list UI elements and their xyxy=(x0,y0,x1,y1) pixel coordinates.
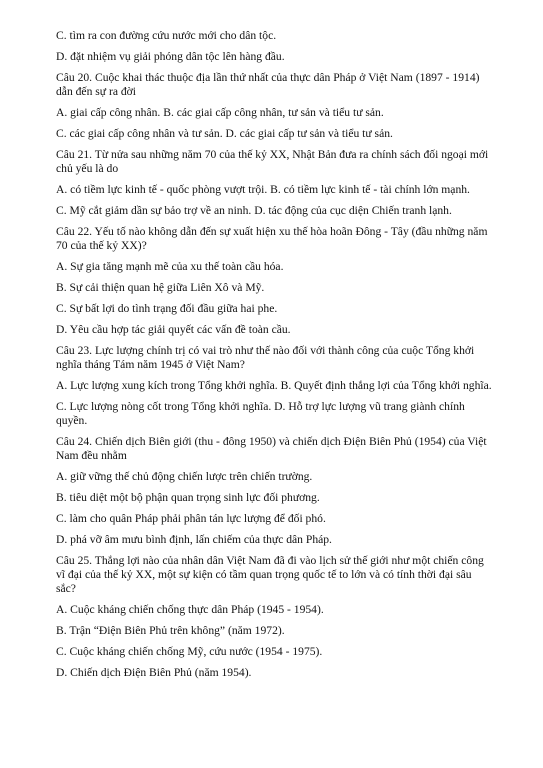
option-line: C. Cuộc kháng chiến chống Mỹ, cứu nước (1954 - 1975). xyxy=(56,645,323,658)
document-page xyxy=(56,29,492,687)
option-line: A. Sự gia tăng mạnh mẽ của xu thế toàn cầu hóa. xyxy=(56,260,284,273)
question-23: Câu 23. Lực lượng chính trị có vai trò như thế nào đối với thành công của cuộc Tổng khởi nghĩa tháng Tám năm 1945 ở Việt Nam? xyxy=(56,344,475,371)
option-line: A. Cuộc kháng chiến chống thực dân Pháp (1945 - 1954). xyxy=(56,603,324,616)
option-line: C. Mỹ cắt giảm dần sự bảo trợ về an ninh. D. tác động của cục diện Chiến tranh lạnh. xyxy=(56,204,452,217)
option-line: C. làm cho quân Pháp phải phân tán lực lượng để đối phó. xyxy=(56,512,326,525)
option-line: B. Sự cải thiện quan hệ giữa Liên Xô và Mỹ. xyxy=(56,281,265,294)
option-line: A. có tiềm lực kinh tế - quốc phòng vượt trội. B. có tiềm lực kinh tế - tài chính lớn mạnh. xyxy=(56,183,470,196)
option-line: C. Lực lượng nòng cốt trong Tổng khởi nghĩa. D. Hỗ trợ lực lượng vũ trang giành chính quyền. xyxy=(56,400,465,427)
option-line: D. phá vỡ âm mưu bình định, lấn chiếm của thực dân Pháp. xyxy=(56,533,332,546)
option-line: A. giữ vững thế chủ động chiến lược trên chiến trường. xyxy=(56,470,313,483)
question-24: Câu 24. Chiến dịch Biên giới (thu - đông 1950) và chiến dịch Điện Biên Phủ (1954) của Việt Nam đều nhằm xyxy=(56,435,487,462)
option-line: D. đặt nhiệm vụ giải phóng dân tộc lên hàng đầu. xyxy=(56,50,285,63)
option-line: C. các giai cấp công nhân và tư sản. D. các giai cấp tư sản và tiểu tư sản. xyxy=(56,127,393,140)
option-line: B. Trận “Điện Biên Phủ trên không” (năm 1972). xyxy=(56,624,285,637)
option-line: C. Sự bất lợi do tình trạng đối đầu giữa hai phe. xyxy=(56,302,278,315)
option-line: A. Lực lượng xung kích trong Tổng khởi nghĩa. B. Quyết định thắng lợi của Tổng khởi nghĩa. xyxy=(56,379,492,392)
question-25: Câu 25. Thắng lợi nào của nhân dân Việt Nam đã đi vào lịch sử thế giới như một chiến công vĩ đại của thế kỷ XX, một sự kiện có tầm quan trọng quốc tế to lớn và có tính thời đại sâu sắc? xyxy=(56,554,484,595)
question-20: Câu 20. Cuộc khai thác thuộc địa lần thứ nhất của thực dân Pháp ở Việt Nam (1897 - 1914) dẫn đến sự ra đời xyxy=(56,71,480,98)
option-line: C. tìm ra con đường cứu nước mới cho dân tộc. xyxy=(56,29,277,42)
question-21: Câu 21. Từ nửa sau những năm 70 của thế kỷ XX, Nhật Bản đưa ra chính sách đối ngoại mới chủ yếu là do xyxy=(56,148,489,175)
option-line: D. Chiến dịch Điện Biên Phủ (năm 1954). xyxy=(56,666,252,679)
option-line: D. Yêu cầu hợp tác giải quyết các vấn đề toàn cầu. xyxy=(56,323,291,336)
question-22: Câu 22. Yếu tố nào không dẫn đến sự xuất hiện xu thế hòa hoãn Đông - Tây (đầu những năm 70 của thế kỷ XX)? xyxy=(56,225,488,252)
option-line: B. tiêu diệt một bộ phận quan trọng sinh lực đối phương. xyxy=(56,491,320,504)
option-line: A. giai cấp công nhân. B. các giai cấp công nhân, tư sản và tiểu tư sản. xyxy=(56,106,384,119)
